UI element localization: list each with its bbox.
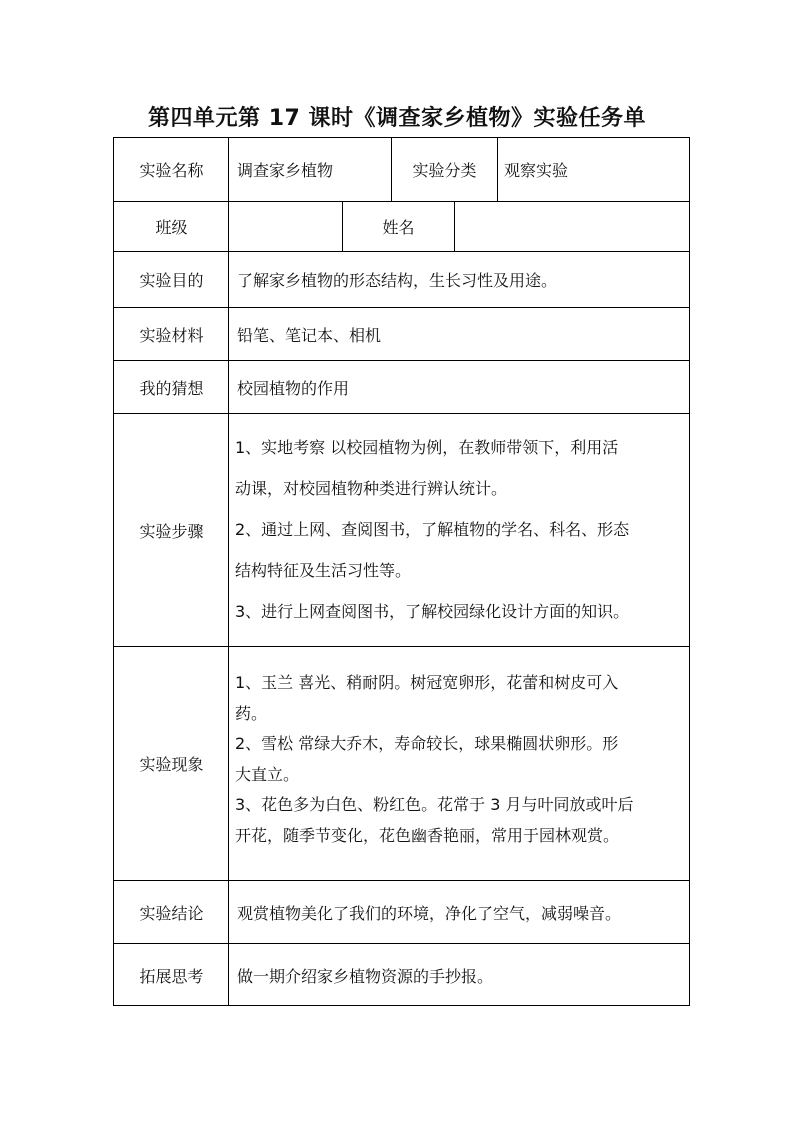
experiment-category-label: 实验分类 (412, 161, 477, 180)
phenomenon-line: 2、雪松 常绿大乔木，寿命较长，球果椭圆状卵形。形 (235, 734, 619, 753)
experiment-category-value: 观察实验 (504, 161, 569, 180)
class-label: 班级 (155, 218, 188, 237)
step-line: 结构特征及生活习性等。 (235, 561, 412, 580)
hypothesis-value: 校园植物的作用 (237, 378, 350, 398)
step-line: 动课，对校园植物种类进行辨认统计。 (235, 479, 508, 498)
phenomenon-line: 大直立。 (235, 764, 300, 784)
page-title: 第四单元第 17 课时《调查家乡植物》实验任务单 (148, 106, 646, 131)
materials-value: 铅笔、笔记本、相机 (237, 325, 382, 345)
task-sheet-table (113, 137, 690, 1006)
phenomenon-line: 开花，随季节变化，花色幽香艳丽，常用于园林观赏。 (235, 825, 620, 845)
step-line: 1、实地考察 以校园植物为例，在教师带领下，利用活 (235, 438, 619, 457)
conclusion-value: 观赏植物美化了我们的环境，净化了空气，减弱噪音。 (237, 903, 622, 923)
step-line: 3、进行上网查阅图书，了解校园绿化设计方面的知识。 (235, 602, 630, 621)
steps-content (229, 427, 691, 632)
purpose-value: 了解家乡植物的形态结构，生长习性及用途。 (237, 271, 558, 290)
materials-label: 实验材料 (139, 325, 204, 345)
step-line: 2、通过上网、查阅图书，了解植物的学名、科名、形态 (235, 520, 630, 539)
phenomenon-line: 3、花色多为白色、粉红色。花常于 3 月与叶同放或叶后 (235, 795, 634, 814)
student-name-label: 姓名 (382, 218, 415, 237)
phenomenon-line: 1、玉兰 喜光、稍耐阴。树冠宽卵形，花蕾和树皮可入 (235, 673, 619, 692)
purpose-label: 实验目的 (139, 271, 204, 290)
experiment-name-value: 调查家乡植物 (237, 161, 334, 180)
phenomena-label: 实验现象 (139, 755, 204, 774)
student-name-field[interactable] (455, 202, 689, 251)
class-field[interactable] (229, 202, 342, 251)
conclusion-label: 实验结论 (139, 903, 204, 923)
steps-label: 实验步骤 (139, 521, 204, 541)
phenomena-content (229, 668, 691, 851)
experiment-name-label: 实验名称 (139, 161, 204, 180)
extension-label: 拓展思考 (139, 966, 204, 986)
phenomenon-line: 药。 (235, 703, 268, 723)
extension-value: 做一期介绍家乡植物资源的手抄报。 (237, 966, 494, 986)
hypothesis-label: 我的猜想 (139, 378, 204, 398)
